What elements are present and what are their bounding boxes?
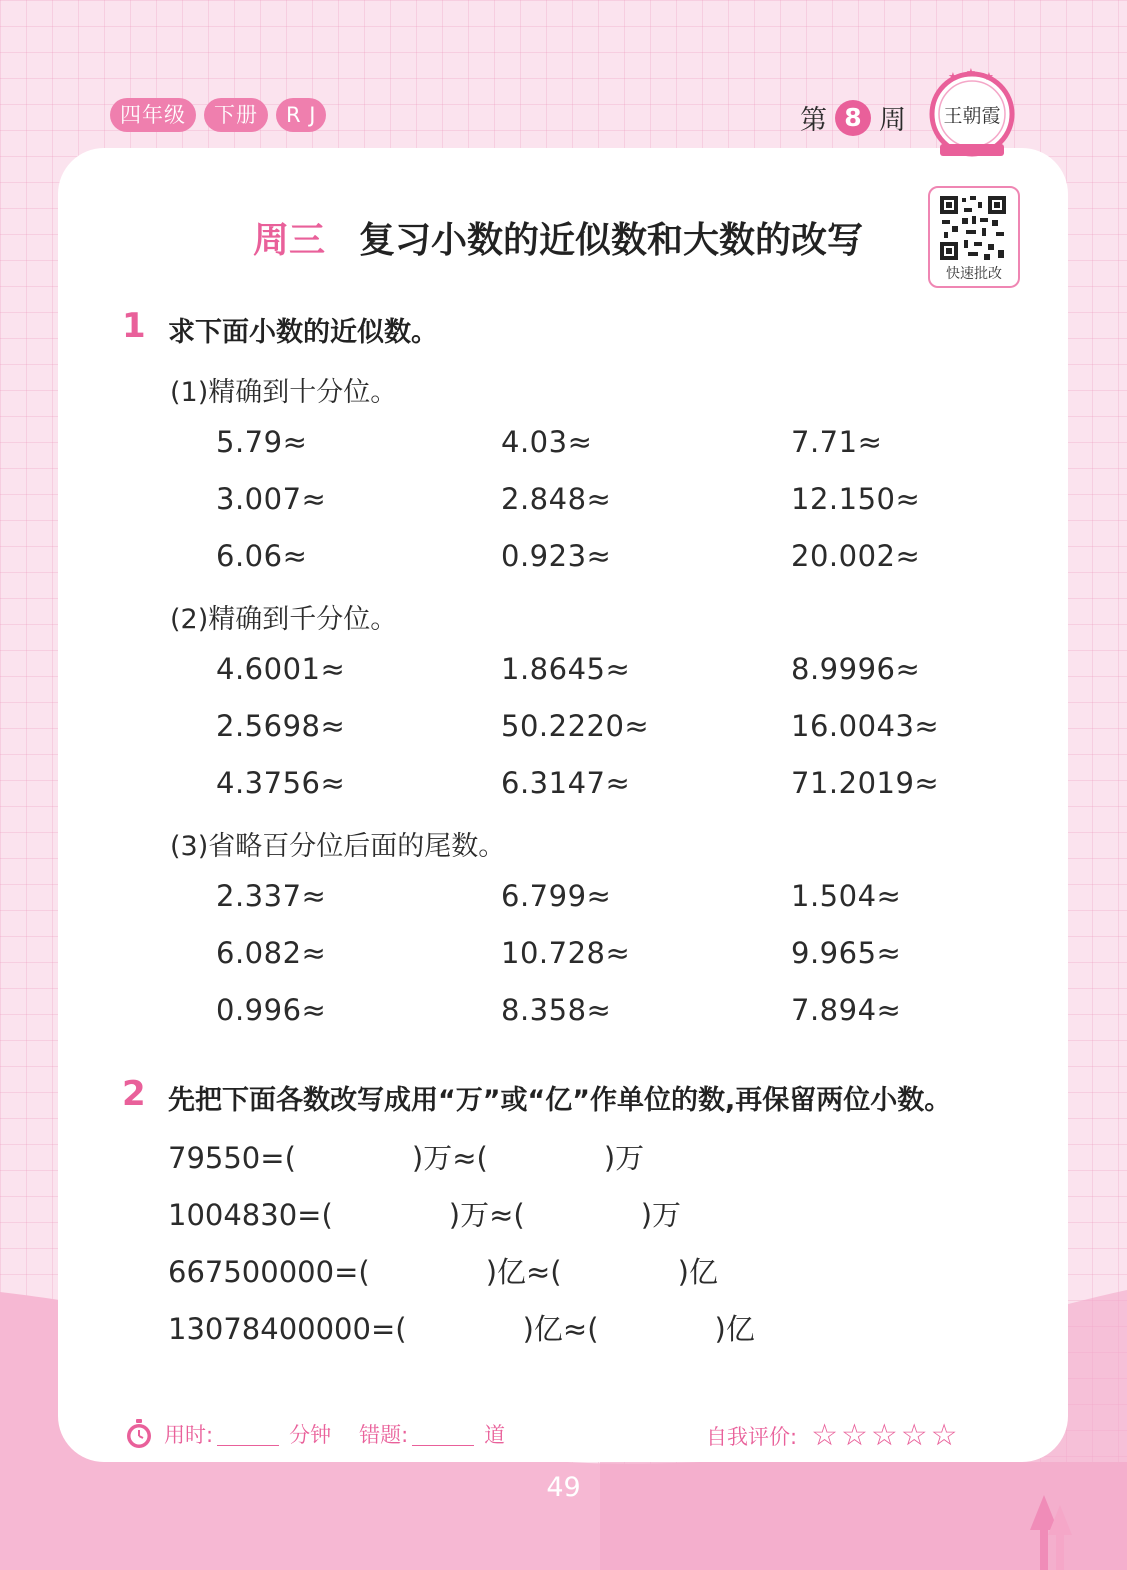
- rewrite-number: 667500000: [168, 1255, 335, 1289]
- rewrite-mid: )亿≈(: [522, 1312, 599, 1346]
- self-eval-label: 自我评价:: [706, 1424, 798, 1449]
- exercise-item: 4.3756≈: [216, 766, 346, 800]
- exercise-item: 2.337≈: [216, 879, 327, 913]
- exercise-item: 6.06≈: [216, 539, 308, 573]
- rewrite-end: )万: [640, 1198, 682, 1232]
- week-number-badge: 8: [835, 100, 871, 136]
- title-day: 周三: [253, 220, 326, 261]
- qr-code-icon: [938, 194, 1008, 262]
- rewrite-eq: =(: [334, 1255, 370, 1289]
- time-input-blank[interactable]: [217, 1423, 279, 1446]
- grade-tag: 四年级: [110, 98, 196, 132]
- page-number: 49: [546, 1472, 581, 1503]
- exercise-item: 6.082≈: [216, 936, 327, 970]
- rewrite-number: 1004830: [168, 1198, 298, 1232]
- rewrite-eq: =(: [260, 1141, 296, 1175]
- exercise-item: 8.9996≈: [791, 652, 921, 686]
- exercise-item: 1.8645≈: [501, 652, 631, 686]
- rewrite-row: [168, 1136, 644, 1177]
- stopwatch-icon: [124, 1418, 154, 1450]
- week-indicator: [800, 98, 906, 137]
- question-2-number: 2: [122, 1074, 146, 1114]
- errors-input-blank[interactable]: [412, 1423, 474, 1446]
- exercise-item: 6.3147≈: [501, 766, 631, 800]
- time-tracker: [124, 1418, 505, 1450]
- rewrite-row: [168, 1193, 681, 1234]
- exercise-item: 16.0043≈: [791, 709, 940, 743]
- rewrite-row: [168, 1307, 755, 1348]
- exercise-item: 10.728≈: [501, 936, 631, 970]
- self-evaluation: [706, 1418, 961, 1453]
- errors-unit: 道: [484, 1423, 506, 1447]
- exercise-item: 8.358≈: [501, 993, 612, 1027]
- exercise-item: 2.5698≈: [216, 709, 346, 743]
- exercise-item: 20.002≈: [791, 539, 921, 573]
- rewrite-end: )万: [603, 1141, 645, 1175]
- part-1-label: (1)精确到十分位。: [170, 377, 398, 408]
- title-text: 复习小数的近似数和大数的改写: [359, 220, 864, 261]
- svg-text:★: ★: [984, 70, 994, 83]
- time-unit: 分钟: [289, 1423, 332, 1447]
- exercise-item: 2.848≈: [501, 482, 612, 516]
- volume-tag: 下册: [204, 98, 268, 132]
- part-2-label: (2)精确到千分位。: [170, 604, 398, 635]
- svg-text:★: ★: [966, 68, 976, 79]
- week-suffix: 周: [879, 105, 906, 136]
- rewrite-mid: )亿≈(: [485, 1255, 562, 1289]
- exercise-item: 3.007≈: [216, 482, 327, 516]
- rewrite-mid: )万≈(: [411, 1141, 488, 1175]
- exercise-item: 6.799≈: [501, 879, 612, 913]
- exercise-item: 0.996≈: [216, 993, 327, 1027]
- rewrite-number: 79550: [168, 1141, 261, 1175]
- question-1-number: 1: [122, 306, 146, 346]
- brand-seal-icon: [928, 68, 1016, 164]
- exercise-item: 9.965≈: [791, 936, 902, 970]
- time-label: 用时:: [164, 1423, 214, 1447]
- exercise-item: 1.504≈: [791, 879, 902, 913]
- errors-label: 错题:: [359, 1423, 409, 1447]
- page-title: [253, 212, 863, 263]
- exercise-item: 12.150≈: [791, 482, 921, 516]
- rewrite-end: )亿: [677, 1255, 718, 1289]
- exercise-item: 7.71≈: [791, 425, 883, 459]
- quick-grading-qr[interactable]: [928, 186, 1020, 288]
- exercise-item: 4.03≈: [501, 425, 593, 459]
- rewrite-mid: )万≈(: [448, 1198, 525, 1232]
- qr-label: 快速批改: [946, 266, 1002, 282]
- svg-text:★: ★: [948, 70, 958, 83]
- grade-tags: [110, 98, 326, 132]
- exercise-item: 71.2019≈: [791, 766, 940, 800]
- exercise-item: 7.894≈: [791, 993, 902, 1027]
- rewrite-eq: =(: [297, 1198, 333, 1232]
- brand-name: 王朝霞: [943, 105, 1001, 127]
- exercise-item: 50.2220≈: [501, 709, 650, 743]
- exercise-item: 5.79≈: [216, 425, 308, 459]
- rewrite-eq: =(: [370, 1312, 407, 1346]
- week-prefix: 第: [800, 105, 827, 136]
- rewrite-row: [168, 1250, 718, 1291]
- edition-tag: R J: [276, 98, 326, 132]
- rating-stars[interactable]: ☆☆☆☆☆: [811, 1418, 961, 1453]
- exercise-item: 0.923≈: [501, 539, 612, 573]
- question-1-text: 求下面小数的近似数。: [168, 317, 438, 348]
- rewrite-number: 13078400000: [168, 1312, 371, 1346]
- question-2-text: 先把下面各数改写成用“万”或“亿”作单位的数,再保留两位小数。: [168, 1085, 952, 1116]
- part-3-label: (3)省略百分位后面的尾数。: [170, 831, 506, 862]
- exercise-item: 4.6001≈: [216, 652, 346, 686]
- rewrite-end: )亿: [714, 1312, 755, 1346]
